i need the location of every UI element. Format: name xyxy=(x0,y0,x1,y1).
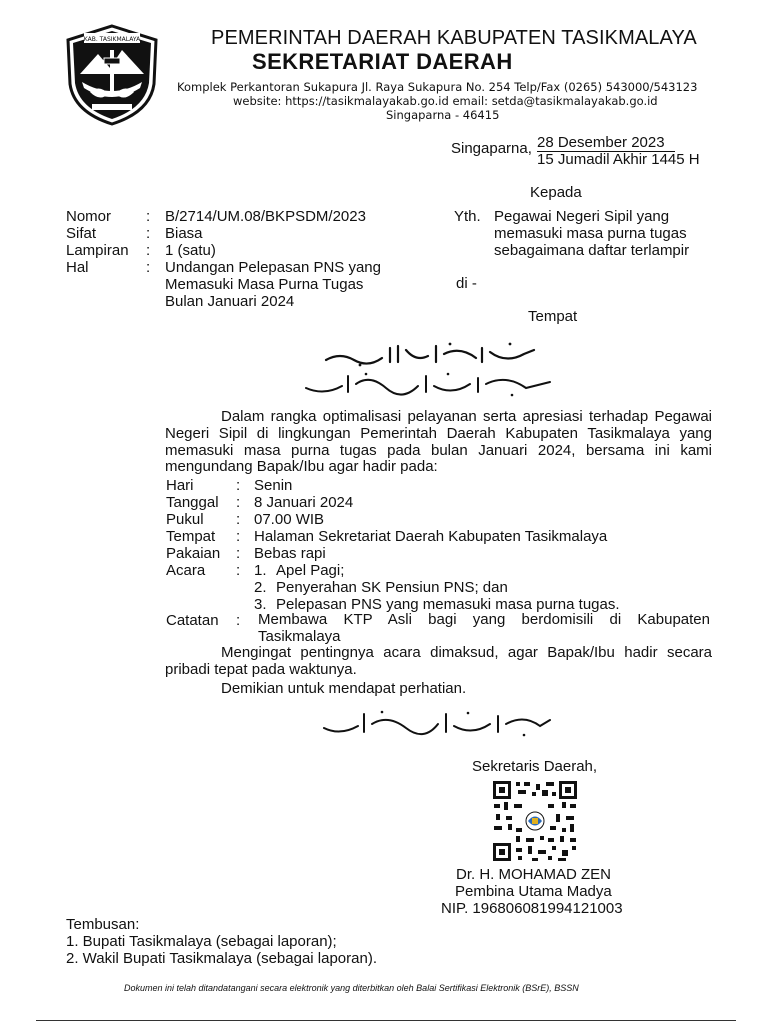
meta-colon: : xyxy=(146,242,151,259)
detail-colon: : xyxy=(236,612,241,629)
letter-place: Singaparna, xyxy=(451,140,532,157)
lampiran-label: Lampiran xyxy=(66,242,129,259)
acara-number: 1. xyxy=(254,562,267,579)
hari-label: Hari xyxy=(166,477,194,494)
hal-value-line: Memasuki Masa Purna Tugas xyxy=(165,276,364,293)
meta-colon: : xyxy=(146,208,151,225)
pakaian-label: Pakaian xyxy=(166,545,221,562)
tanggal-value: 8 Januari 2024 xyxy=(254,494,354,511)
signature-qr-code xyxy=(492,780,578,862)
detail-colon: : xyxy=(236,477,241,494)
catatan-label: Catatan xyxy=(166,612,219,629)
hal-value-line: Undangan Pelepasan PNS yang xyxy=(165,259,381,276)
paragraph-line: memasuki masa purna tugas pada bulan Januari 2024, bersama ini kami xyxy=(165,441,712,459)
recipient-line: Pegawai Negeri Sipil yang xyxy=(494,208,670,225)
salam-calligraphy xyxy=(300,370,560,398)
recipient-line: memasuki masa purna tugas xyxy=(494,225,687,242)
signer-name: Dr. H. MOHAMAD ZEN xyxy=(456,866,612,883)
sifat-value: Biasa xyxy=(165,225,203,242)
pakaian-value: Bebas rapi xyxy=(254,545,326,562)
detail-colon: : xyxy=(236,545,241,562)
hal-value-line: Bulan Januari 2024 xyxy=(165,293,295,310)
tembusan-title: Tembusan: xyxy=(66,916,140,933)
meta-colon: : xyxy=(146,225,151,242)
acara-item: Penyerahan SK Pensiun PNS; dan xyxy=(276,579,508,596)
acara-number: 2. xyxy=(254,579,267,596)
catatan-line: Tasikmalaya xyxy=(258,627,341,645)
detail-colon: : xyxy=(236,528,241,545)
tembusan-item: 2. Wakil Bupati Tasikmalaya (sebagai laporan). xyxy=(66,950,377,967)
office-city-postal: Singaparna - 46415 xyxy=(386,108,500,122)
paragraph-line: mengundang Bapak/Ibu agar hadir pada: xyxy=(165,458,438,476)
footer-divider xyxy=(36,1020,736,1021)
signer-nip: NIP. 196806081994121003 xyxy=(441,900,623,917)
detail-colon: : xyxy=(236,562,241,579)
office-name: SEKRETARIAT DAERAH xyxy=(252,49,513,74)
logo-caption: KAB. TASIKMALAYA xyxy=(83,36,141,43)
tanggal-label: Tanggal xyxy=(166,494,219,511)
hari-value: Senin xyxy=(254,477,293,494)
government-name: PEMERINTAH DAERAH KABUPATEN TASIKMALAYA xyxy=(211,27,697,49)
acara-number: 3. xyxy=(254,596,267,613)
paragraph-line: Mengingat pentingnya acara dimaksud, agar Bapak/Ibu hadir secara xyxy=(221,644,712,661)
catatan-line: Membawa KTP Asli bagi yang berdomisili di Kabupaten xyxy=(258,611,710,628)
paragraph-line: Negeri Sipil di lingkungan Pemerintah Daerah Kabupaten Tasikmalaya yang xyxy=(165,424,712,442)
e-signature-footer-note: Dokumen ini telah ditandatangani secara elektronik yang diterbitkan oleh Balai Sertifikasi Elektronik (BSrE), BSSN xyxy=(124,983,579,993)
acara-item: Apel Pagi; xyxy=(276,562,345,579)
recipient-yth: Yth. xyxy=(454,208,481,225)
sifat-label: Sifat xyxy=(66,225,97,242)
nomor-label: Nomor xyxy=(66,208,112,225)
tempat-label: Tempat xyxy=(166,528,216,545)
closing-paragraph xyxy=(165,645,712,679)
tasikmalaya-regency-logo xyxy=(64,24,160,126)
office-address: Komplek Perkantoran Sukapura Jl. Raya Sukapura No. 254 Telp/Fax (0265) 543000/543123 xyxy=(177,80,698,94)
nomor-value: B/2714/UM.08/BKPSDM/2023 xyxy=(165,208,366,225)
acara-label: Acara xyxy=(166,562,206,579)
closing-remark: Demikian untuk mendapat perhatian. xyxy=(221,680,467,697)
letter-date-gregorian: 28 Desember 2023 xyxy=(537,134,675,152)
pukul-value: 07.00 WIB xyxy=(254,511,325,528)
hal-label: Hal xyxy=(66,259,89,276)
tembusan-item: 1. Bupati Tasikmalaya (sebagai laporan); xyxy=(66,933,337,950)
meta-colon: : xyxy=(146,259,151,276)
lampiran-value: 1 (satu) xyxy=(165,242,216,259)
signer-title: Sekretaris Daerah, xyxy=(472,758,598,775)
letter-date-hijri: 15 Jumadil Akhir 1445 H xyxy=(537,151,700,168)
basmalah-calligraphy xyxy=(320,340,540,368)
recipient-di: di - xyxy=(456,275,477,292)
detail-colon: : xyxy=(236,511,241,528)
recipient-line: sebagaimana daftar terlampir xyxy=(494,242,690,259)
paragraph-line: Dalam rangka optimalisasi pelayanan serta apresiasi terhadap Pegawai xyxy=(221,408,712,425)
paragraph-line: pribadi tepat pada waktunya. xyxy=(165,660,357,678)
salam-closing-calligraphy xyxy=(318,708,556,738)
opening-paragraph xyxy=(165,409,712,476)
detail-colon: : xyxy=(236,494,241,511)
recipient-kepada: Kepada xyxy=(530,184,582,201)
acara-item: Pelepasan PNS yang memasuki masa purna tugas. xyxy=(276,596,620,613)
tempat-value: Halaman Sekretariat Daerah Kabupaten Tasikmalaya xyxy=(254,528,608,545)
signer-rank: Pembina Utama Madya xyxy=(455,883,612,900)
office-website-email: website: https://tasikmalayakab.go.id email: setda@tasikmalayakab.go.id xyxy=(233,94,658,108)
catatan-value xyxy=(258,612,710,645)
recipient-tempat: Tempat xyxy=(528,308,578,325)
pukul-label: Pukul xyxy=(166,511,204,528)
